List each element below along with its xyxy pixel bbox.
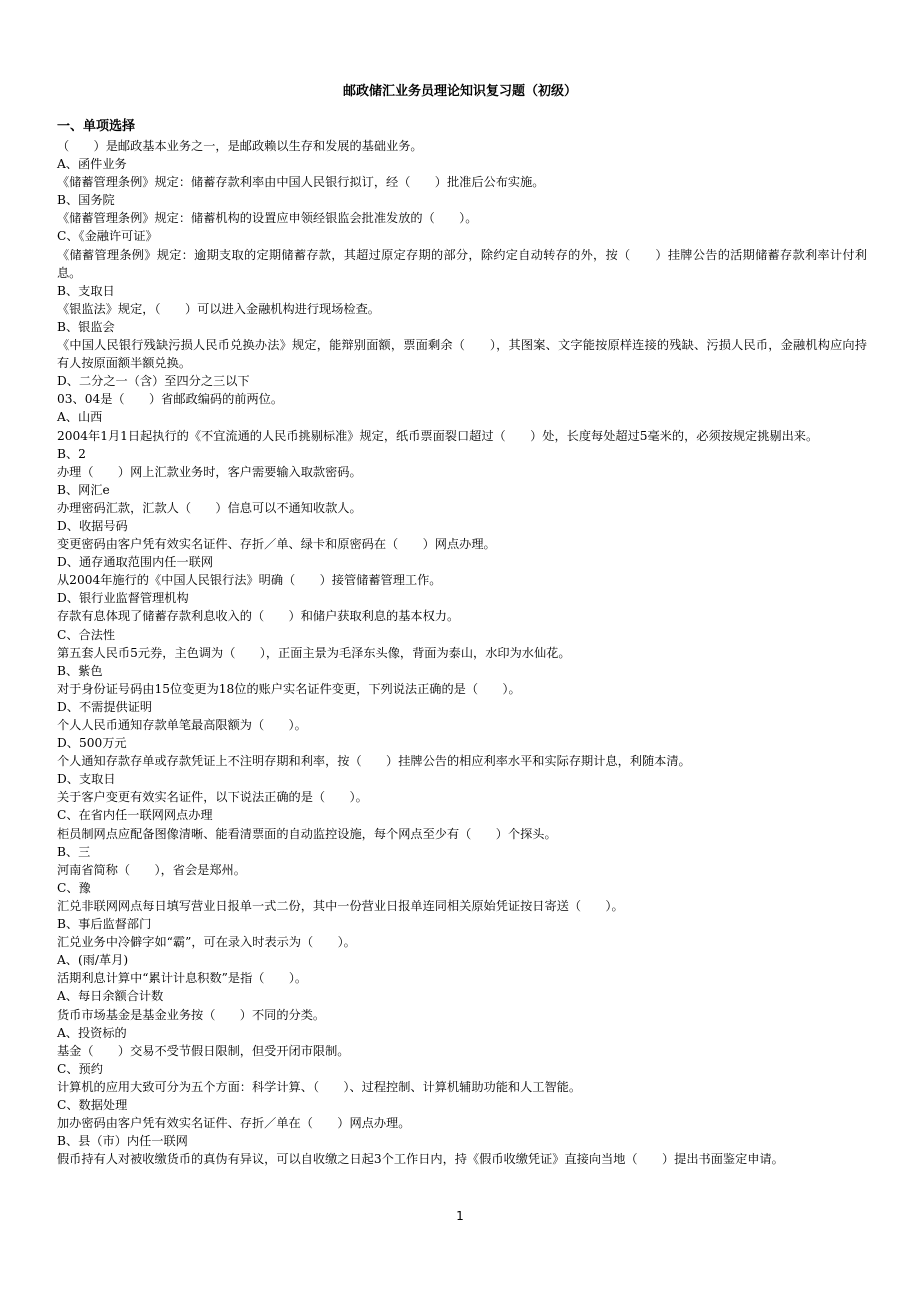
question-text: 2004年1月1日起执行的《不宜流通的人民币挑剔标准》规定，纸币票面裂口超过（ ）处，长度每处超过5毫米的，必须按规定挑剔出来。 (57, 428, 819, 443)
answer-text: C、数据处理 (57, 1097, 128, 1112)
question-text: 个人人民币通知存款单笔最高限额为（ ）。 (57, 718, 307, 732)
question-text: 《银监法》规定，（ ）可以进入金融机构进行现场检查。 (57, 301, 380, 316)
question-text: 汇兑业务中冷僻字如“霸”，可在录入时表示为（ ）。 (57, 935, 356, 950)
question-text: 河南省简称（ ），省会是郑州。 (57, 862, 246, 877)
answer-text: D、500万元 (57, 736, 127, 751)
page-number: 1 (456, 1209, 464, 1223)
answer-text: B、2 (57, 446, 86, 461)
answer-text: B、事后监督部门 (57, 917, 152, 932)
document-title: 邮政储汇业务员理论知识复习题（初级） (342, 84, 577, 99)
question-text: 第五套人民币5元券，主色调为（ ），正面主景为毛泽东头像，背面为泰山，水印为水仙花。 (57, 645, 571, 660)
question-text: 《储蓄管理条例》规定：储蓄机构的设置应申领经银监会批准发放的（ ）。 (57, 211, 478, 226)
question-text: 《中国人民银行残缺污损人民币兑换办法》规定，能辩别面额，票面剩余（ ），其图案、文字能按原样连接的残缺、污损人民币，金融机构应向持有人按原面额半额兑换。 (57, 338, 867, 371)
answer-text: A、(雨/革月) (57, 953, 129, 968)
section-heading: 一、单项选择 (57, 119, 136, 134)
answer-text: B、三 (57, 844, 91, 859)
answer-text: D、不需提供证明 (57, 699, 153, 714)
question-list (57, 137, 867, 1168)
question-text: 基金（ ）交易不受节假日限制，但受开闭市限制。 (57, 1043, 350, 1058)
answer-text: B、国务院 (57, 193, 115, 208)
answer-text: D、银行业监督管理机构 (57, 591, 189, 606)
question-text: 《储蓄管理条例》规定：逾期支取的定期储蓄存款，其超过原定存期的部分，除约定自动转存的外，按（ ）挂牌公告的活期储蓄存款利率计付利息。 (57, 247, 867, 280)
question-text: 个人通知存款存单或存款凭证上不注明存期和利率，按（ ）挂牌公告的相应利率水平和实际存期计息，利随本清。 (57, 754, 691, 769)
answer-text: B、紫色 (57, 663, 103, 678)
question-text: 从2004年施行的《中国人民银行法》明确（ ）接管储蓄管理工作。 (57, 573, 442, 588)
answer-text: C、合法性 (57, 627, 116, 642)
question-text: 汇兑非联网网点每日填写营业日报单一式二份，其中一份营业日报单连同相关原始凭证按日寄送（ ）。 (57, 898, 624, 913)
question-text: 加办密码由客户凭有效实名证件、存折／单在（ ）网点办理。 (57, 1116, 411, 1131)
question-text: 变更密码由客户凭有效实名证件、存折／单、绿卡和原密码在（ ）网点办理。 (57, 537, 496, 552)
answer-text: D、通存通取范围内任一联网 (57, 555, 214, 570)
answer-text: B、县（市）内任一联网 (57, 1134, 188, 1149)
answer-text: B、银监会 (57, 319, 115, 334)
question-text: 柜员制网点应配备图像清晰、能看清票面的自动监控设施，每个网点至少有（ ）个探头。 (57, 826, 557, 841)
answer-text: A、函件业务 (57, 157, 127, 172)
answer-text: A、山西 (57, 410, 103, 425)
answer-text: A、投资标的 (57, 1025, 127, 1040)
answer-text: B、支取日 (57, 283, 115, 298)
answer-text: C、豫 (57, 880, 91, 895)
question-text: 存款有息体现了储蓄存款利息收入的（ ）和储户获取利息的基本权力。 (57, 609, 460, 624)
answer-text: C、《金融许可证》 (57, 229, 158, 244)
question-text: 办理（ ）网上汇款业务时，客户需要输入取款密码。 (57, 464, 362, 479)
question-text: 对于身份证号码由15位变更为18位的账户实名证件变更，下列说法正确的是（ ）。 (57, 681, 521, 696)
question-text: 关于客户变更有效实名证件，以下说法正确的是（ ）。 (57, 790, 368, 805)
question-text: 03、04是（ ）省邮政编码的前两位。 (57, 392, 284, 407)
answer-text: D、收据号码 (57, 518, 128, 533)
question-text: 办理密码汇款，汇款人（ ）信息可以不通知收款人。 (57, 500, 362, 515)
answer-text: A、每日余额合计数 (57, 989, 164, 1004)
question-text: 活期利息计算中“累计计息积数”是指（ ）。 (57, 971, 308, 986)
answer-text: D、二分之一（含）至四分之三以下 (57, 374, 250, 389)
answer-text: D、支取日 (57, 772, 116, 787)
question-text: 计算机的应用大致可分为五个方面：科学计算、（ ）、过程控制、计算机辅助功能和人工智能。 (57, 1079, 582, 1094)
question-text: （ ）是邮政基本业务之一，是邮政赖以生存和发展的基础业务。 (57, 139, 423, 153)
question-text: 货币市场基金是基金业务按（ ）不同的分类。 (57, 1007, 326, 1022)
answer-text: B、网汇e (57, 482, 110, 497)
question-text: 假币持有人对被收缴货币的真伪有异议，可以自收缴之日起3个工作日内，持《假币收缴凭证》直接向当地（ ）提出书面鉴定申请。 (57, 1152, 784, 1167)
answer-text: C、预约 (57, 1061, 103, 1076)
question-text: 《储蓄管理条例》规定：储蓄存款利率由中国人民银行拟订，经（ ）批准后公布实施。 (57, 175, 545, 190)
answer-text: C、在省内任一联网网点办理 (57, 808, 213, 823)
